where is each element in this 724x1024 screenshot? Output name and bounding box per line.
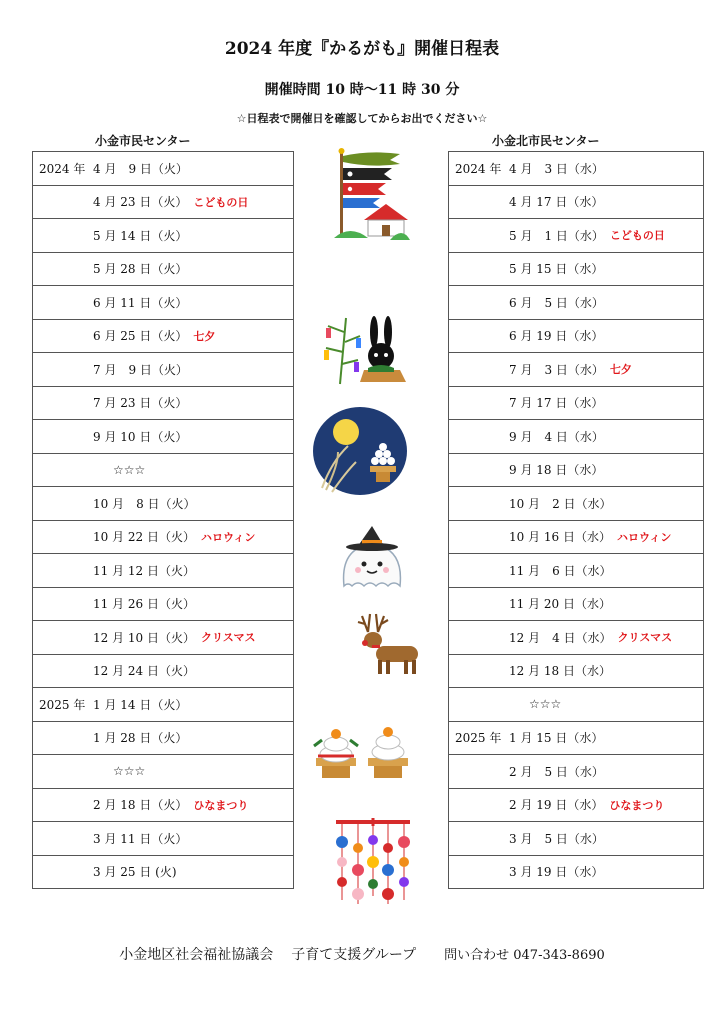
session-date: 4 月 9 日（火） — [93, 161, 188, 176]
session-date: 7 月 3 日（水） — [509, 362, 604, 377]
schedule-row — [449, 453, 704, 487]
footer — [0, 944, 724, 964]
session-date: 11 月 26 日（火） — [93, 597, 195, 612]
session-date: 10 月 16 日（水） — [509, 530, 611, 545]
schedule-row — [449, 353, 704, 387]
session-date: 12 月 18 日（水） — [509, 664, 611, 679]
schedule-row — [449, 520, 704, 554]
year-label: 2024 年 — [455, 161, 502, 176]
page-title: 2024 年度『かるがも』開催日程表 — [224, 39, 500, 59]
schedule-row — [449, 755, 704, 789]
footer-organization: 小金地区社会福祉協議会 — [119, 947, 274, 963]
session-date: 9 月 4 日（水） — [509, 429, 604, 444]
year-label: 2025 年 — [39, 697, 86, 712]
schedule-row — [33, 286, 294, 320]
session-date: 11 月 6 日（水） — [509, 563, 612, 578]
schedule-row — [449, 822, 704, 856]
schedule-row — [449, 219, 704, 253]
session-date: 5 月 1 日（水） — [509, 228, 604, 243]
schedule-row — [33, 219, 294, 253]
left-schedule-table — [32, 151, 294, 889]
schedule-row — [449, 621, 704, 655]
event-note: こどもの日 — [609, 229, 665, 243]
schedule-row — [33, 554, 294, 588]
event-note: こどもの日 — [193, 195, 249, 209]
session-date: 1 月 15 日（水） — [509, 731, 604, 746]
schedule-row — [449, 487, 704, 521]
session-date: 5 月 15 日（水） — [509, 262, 604, 277]
session-date: 3 月 19 日（水） — [509, 865, 604, 880]
schedule-row — [449, 420, 704, 454]
schedule-row — [33, 319, 294, 353]
schedule-row — [33, 621, 294, 655]
schedule-row — [449, 185, 704, 219]
session-date: 3 月 11 日（火） — [93, 831, 188, 846]
kagami-mochi-icon — [312, 722, 412, 780]
year-label: 2024 年 — [39, 161, 86, 176]
schedule-row — [33, 587, 294, 621]
event-note: ハロウィン — [616, 530, 672, 544]
schedule-row — [449, 554, 704, 588]
session-date: 6 月 25 日（火） — [93, 329, 188, 344]
session-date: 12 月 10 日（火） — [93, 630, 195, 645]
schedule-row — [33, 353, 294, 387]
schedule-row — [449, 855, 704, 889]
opening-hours: 開催時間 10 時～11 時 30 分 — [264, 82, 460, 98]
schedule-row — [33, 654, 294, 688]
session-date: 11 月 20 日（水） — [509, 597, 611, 612]
schedule-row — [33, 788, 294, 822]
schedule-row — [33, 822, 294, 856]
event-note: ひなまつり — [193, 798, 249, 812]
footer-contact: 問い合わせ 047-343-8690 — [444, 948, 605, 963]
schedule-row — [33, 453, 294, 487]
session-date: 1 月 28 日（火） — [93, 731, 188, 746]
session-date: 3 月 5 日（水） — [509, 831, 604, 846]
skip-marker: ☆☆☆ — [113, 764, 146, 779]
event-note: クリスマス — [200, 631, 256, 645]
tanabata-rabbit-icon — [320, 312, 412, 388]
session-date: 2 月 18 日（火） — [93, 798, 188, 813]
skip-marker: ☆☆☆ — [529, 697, 562, 712]
left-venue-heading: 小金市民センター — [95, 134, 191, 148]
right-venue-heading: 小金北市民センター — [492, 134, 600, 148]
session-date: 4 月 17 日（水） — [509, 195, 604, 210]
schedule-row — [33, 755, 294, 789]
session-date: 6 月 11 日（火） — [93, 295, 188, 310]
schedule-row — [449, 386, 704, 420]
hina-decoration-icon — [328, 816, 418, 912]
session-date: 1 月 14 日（火） — [93, 697, 188, 712]
session-date: 12 月 24 日（火） — [93, 664, 195, 679]
event-note: ひなまつり — [609, 798, 665, 812]
event-note: 七夕 — [609, 363, 632, 377]
schedule-row — [449, 688, 704, 722]
footer-group: 子育て支援グループ — [291, 947, 417, 963]
schedule-row — [449, 152, 704, 186]
session-date: 7 月 17 日（水） — [509, 396, 604, 411]
schedule-row — [33, 386, 294, 420]
koinobori-icon — [330, 148, 410, 242]
session-date: 9 月 18 日（水） — [509, 463, 604, 478]
right-schedule-table — [448, 151, 704, 889]
schedule-row — [449, 654, 704, 688]
schedule-row — [33, 487, 294, 521]
session-date: 6 月 5 日（水） — [509, 295, 604, 310]
schedule-row — [449, 587, 704, 621]
year-label: 2025 年 — [455, 731, 502, 746]
session-date: 5 月 28 日（火） — [93, 262, 188, 277]
schedule-row — [449, 252, 704, 286]
schedule-row — [33, 152, 294, 186]
event-note: 七夕 — [193, 329, 216, 343]
session-date: 10 月 2 日（水） — [509, 496, 612, 511]
halloween-ghost-icon — [336, 526, 408, 600]
reindeer-icon — [356, 612, 426, 678]
session-date: 2 月 5 日（水） — [509, 764, 604, 779]
schedule-row — [33, 721, 294, 755]
schedule-row — [33, 252, 294, 286]
schedule-row — [33, 688, 294, 722]
moon-viewing-icon — [312, 406, 408, 496]
session-date: 5 月 14 日（火） — [93, 228, 188, 243]
session-date: 7 月 9 日（火） — [93, 362, 188, 377]
schedule-row — [33, 855, 294, 889]
schedule-row — [449, 319, 704, 353]
skip-marker: ☆☆☆ — [113, 462, 146, 477]
schedule-row — [449, 788, 704, 822]
session-date: 4 月 23 日（火） — [93, 195, 188, 210]
schedule-row — [449, 286, 704, 320]
notice-text: ☆日程表で開催日を確認してからお出でください☆ — [236, 112, 488, 125]
session-date: 4 月 3 日（水） — [509, 161, 604, 176]
session-date: 6 月 19 日（水） — [509, 329, 604, 344]
session-date: 2 月 19 日（水） — [509, 798, 604, 813]
session-date: 7 月 23 日（火） — [93, 396, 188, 411]
session-date: 10 月 8 日（火） — [93, 496, 196, 511]
session-date: 3 月 25 日 (火) — [93, 865, 177, 880]
session-date: 9 月 10 日（火） — [93, 429, 188, 444]
event-note: ハロウィン — [200, 530, 256, 544]
schedule-row — [33, 185, 294, 219]
session-date: 10 月 22 日（火） — [93, 530, 195, 545]
event-note: クリスマス — [617, 631, 673, 645]
session-date: 12 月 4 日（水） — [509, 630, 612, 645]
schedule-row — [449, 721, 704, 755]
session-date: 11 月 12 日（火） — [93, 563, 195, 578]
schedule-row — [33, 520, 294, 554]
schedule-row — [33, 420, 294, 454]
